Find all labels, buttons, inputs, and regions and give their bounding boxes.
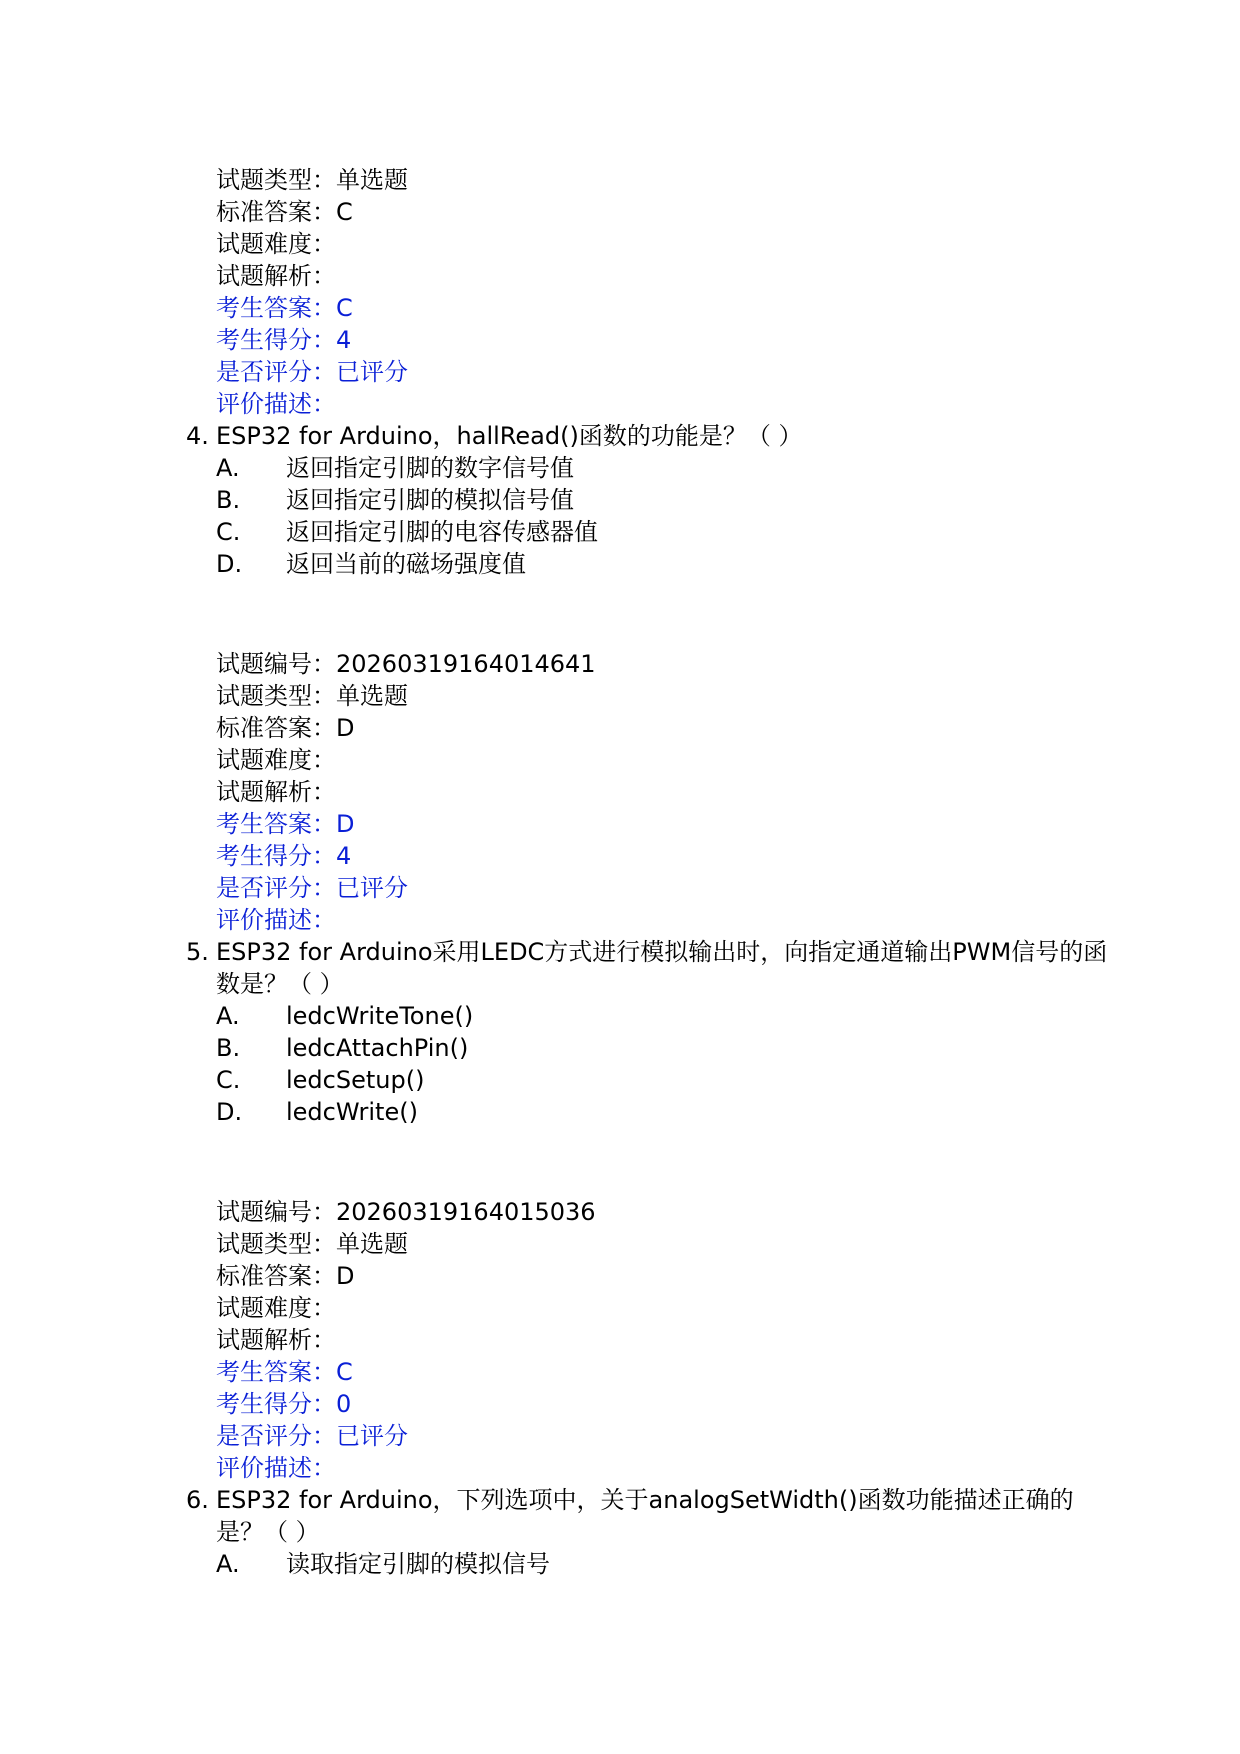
- evaluation-line: 评价描述：: [216, 390, 336, 418]
- student-score-line: 考生得分：0: [216, 1390, 352, 1418]
- option-text: 读取指定引脚的模拟信号: [286, 1550, 550, 1578]
- question-type-line: 试题类型：单选题: [216, 166, 408, 194]
- option-text: 返回当前的磁场强度值: [286, 550, 526, 578]
- student-score-line: 考生得分：4: [216, 842, 352, 870]
- option-text: ledcWriteTone(): [286, 1002, 474, 1030]
- difficulty-line: 试题难度：: [216, 1294, 336, 1322]
- graded-status-line: 是否评分：已评分: [216, 1422, 408, 1450]
- option-text: 返回指定引脚的数字信号值: [286, 454, 574, 482]
- question-text: ESP32 for Arduino，下列选项中，关于analogSetWidth()函数功能描述正确的是？（ ）: [216, 1486, 1074, 1546]
- option-letter: C.: [216, 518, 241, 546]
- standard-answer-line: 标准答案：C: [216, 198, 353, 226]
- option-letter: C.: [216, 1066, 241, 1094]
- evaluation-line: 评价描述：: [216, 906, 336, 934]
- option-letter: D.: [216, 1098, 243, 1126]
- option-text: ledcSetup(): [286, 1066, 425, 1094]
- option-text: ledcAttachPin(): [286, 1034, 469, 1062]
- question-text: ESP32 for Arduino，hallRead()函数的功能是？（ ）: [216, 422, 803, 450]
- option-letter: D.: [216, 550, 243, 578]
- difficulty-line: 试题难度：: [216, 230, 336, 258]
- student-answer-line: 考生答案：C: [216, 1358, 353, 1386]
- option-letter: A.: [216, 454, 240, 482]
- analysis-line: 试题解析：: [216, 1326, 336, 1354]
- option-letter: B.: [216, 1034, 241, 1062]
- student-answer-line: 考生答案：D: [216, 810, 355, 838]
- option-letter: A.: [216, 1002, 240, 1030]
- question-text: ESP32 for Arduino采用LEDC方式进行模拟输出时，向指定通道输出PWM信号的函数是？（ ）: [216, 938, 1108, 998]
- standard-answer-line: 标准答案：D: [216, 1262, 355, 1290]
- option-letter: A.: [216, 1550, 240, 1578]
- student-score-line: 考生得分：4: [216, 326, 352, 354]
- question-id-line: 试题编号：20260319164014641: [216, 650, 596, 678]
- question-number: 6.: [186, 1486, 209, 1514]
- graded-status-line: 是否评分：已评分: [216, 358, 408, 386]
- option-letter: B.: [216, 486, 241, 514]
- question-type-line: 试题类型：单选题: [216, 1230, 408, 1258]
- option-text: ledcWrite(): [286, 1098, 418, 1126]
- analysis-line: 试题解析：: [216, 262, 336, 290]
- question-id-line: 试题编号：20260319164015036: [216, 1198, 596, 1226]
- student-answer-line: 考生答案：C: [216, 294, 353, 322]
- evaluation-line: 评价描述：: [216, 1454, 336, 1482]
- difficulty-line: 试题难度：: [216, 746, 336, 774]
- option-text: 返回指定引脚的电容传感器值: [286, 518, 598, 546]
- graded-status-line: 是否评分：已评分: [216, 874, 408, 902]
- analysis-line: 试题解析：: [216, 778, 336, 806]
- question-type-line: 试题类型：单选题: [216, 682, 408, 710]
- option-text: 返回指定引脚的模拟信号值: [286, 486, 574, 514]
- question-number: 4.: [186, 422, 209, 450]
- standard-answer-line: 标准答案：D: [216, 714, 355, 742]
- question-number: 5.: [186, 938, 209, 966]
